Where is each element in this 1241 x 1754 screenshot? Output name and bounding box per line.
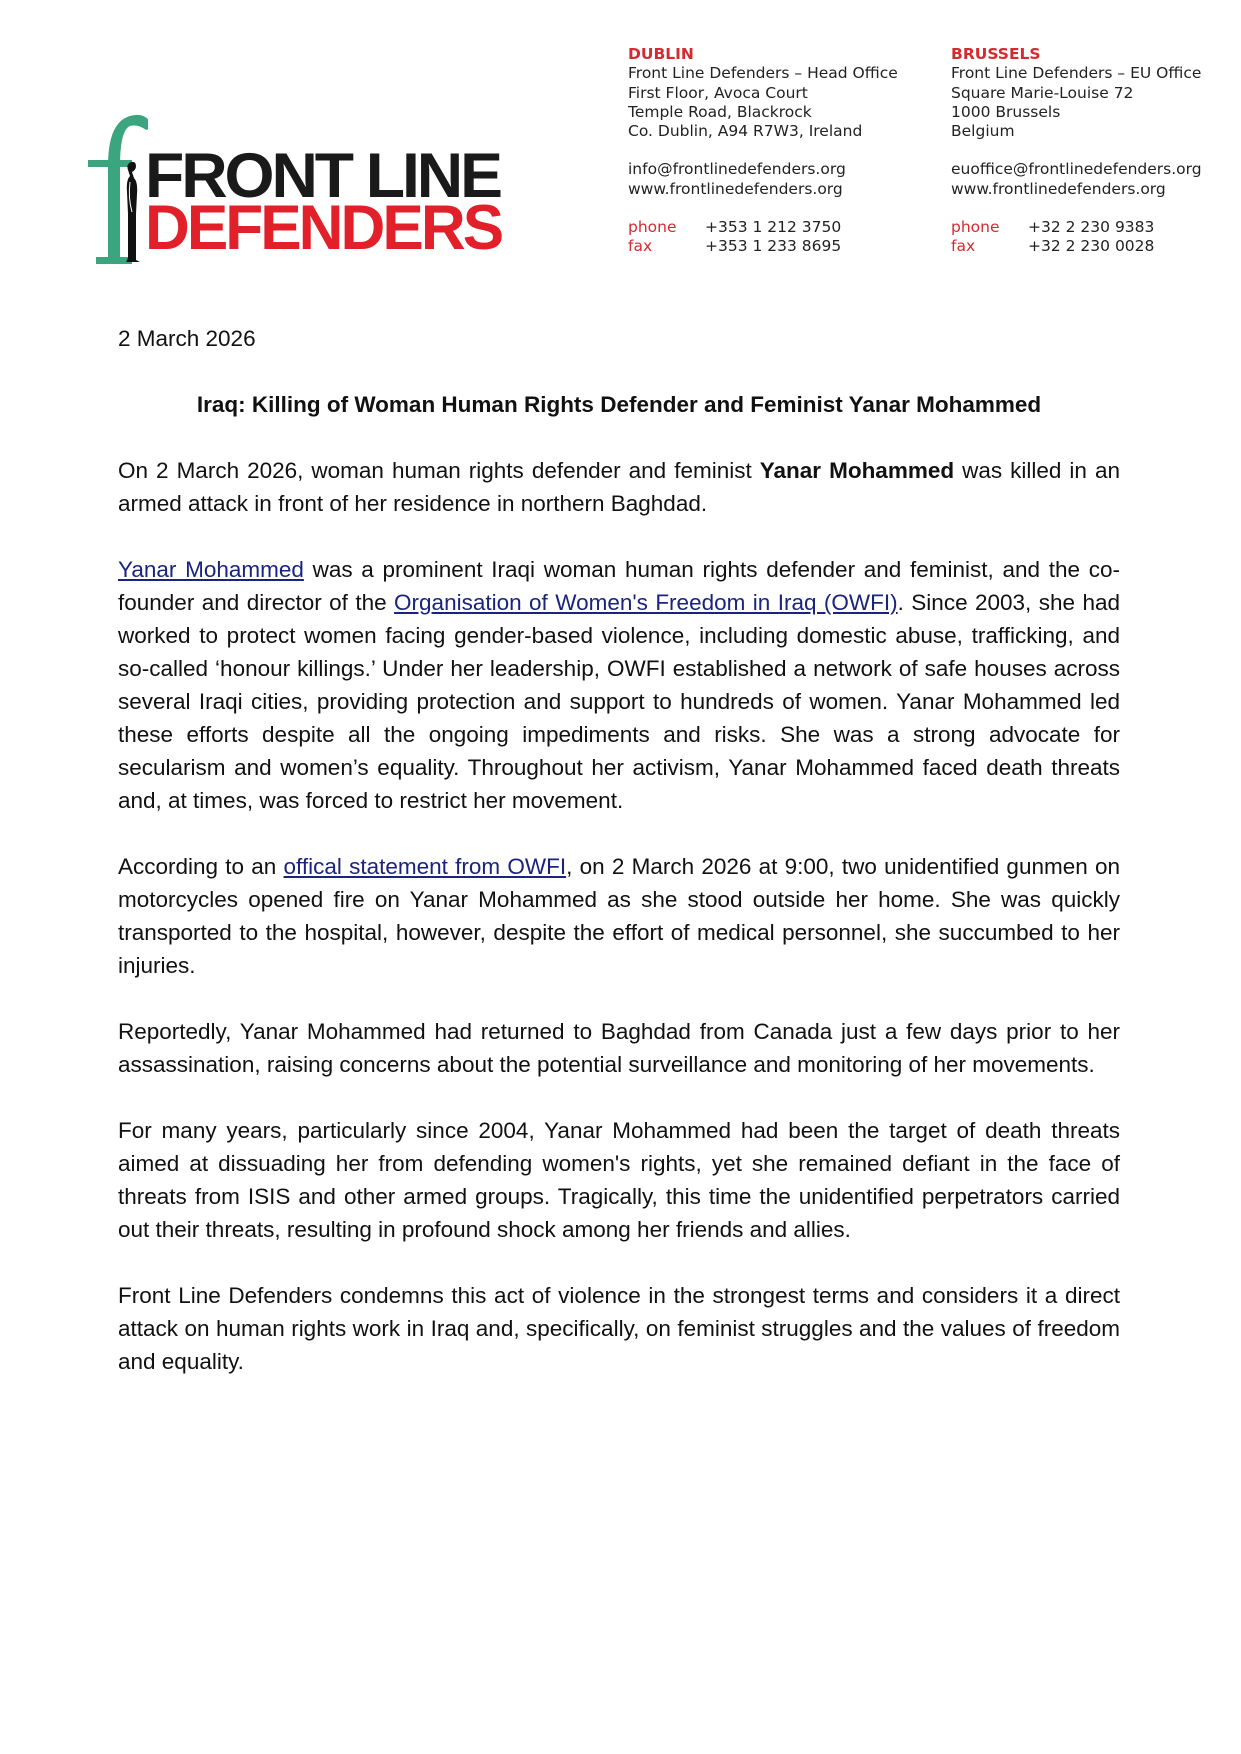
paragraph-5: For many years, particularly since 2004, Yanar Mohammed had been the target of death threats aimed at dissuading her from defending women's rights, yet she remained defiant in the face of threats from ISIS and other armed groups. Tragically, this time the unidentified perpetrators carried out their threats, resulting in profound shock among her friends and allies. xyxy=(118,1118,1120,1242)
address-line: Temple Road, Blackrock xyxy=(628,102,812,121)
paragraph-3 xyxy=(118,850,1120,982)
document-body xyxy=(118,322,1120,1378)
phone-number: +32 2 230 9383 xyxy=(1028,218,1155,237)
address-line: Front Line Defenders – EU Office xyxy=(951,64,1202,83)
phone-row xyxy=(628,218,898,237)
office-website[interactable]: www.frontlinedefenders.org xyxy=(951,179,1166,198)
owfi-statement-link[interactable]: offical statement from OWFI xyxy=(283,854,567,879)
fax-number: +32 2 230 0028 xyxy=(1028,237,1155,256)
phone-label: phone xyxy=(628,218,677,237)
office-email[interactable]: euoffice@frontlinedefenders.org xyxy=(951,160,1202,179)
fax-label: fax xyxy=(951,237,976,256)
document-title: Iraq: Killing of Woman Human Rights Defender and Feminist Yanar Mohammed xyxy=(196,392,1042,417)
address-line: Square Marie-Louise 72 xyxy=(951,83,1134,102)
address-line: First Floor, Avoca Court xyxy=(628,83,808,102)
office-email[interactable]: info@frontlinedefenders.org xyxy=(628,160,846,179)
paragraph-1 xyxy=(118,454,1120,520)
logo-text-defenders: DEFENDERS xyxy=(145,193,502,263)
brussels-office-address xyxy=(951,45,1202,257)
text: was killed in an armed attack in front of her residence in northern Baghdad. xyxy=(118,458,1120,516)
f-letter-with-standing-figure-icon xyxy=(68,108,148,268)
office-city: DUBLIN xyxy=(628,45,694,63)
text: was a prominent Iraqi woman human rights defender and feminist, and the co-founder and director of the xyxy=(118,557,1120,615)
phone-number: +353 1 212 3750 xyxy=(705,218,842,237)
address-line: 1000 Brussels xyxy=(951,102,1061,121)
owfi-organisation-link[interactable]: Organisation of Women's Freedom in Iraq (OWFI) xyxy=(394,590,898,615)
front-line-defenders-logo xyxy=(68,108,548,268)
paragraph-6: Front Line Defenders condemns this act of violence in the strongest terms and considers it a direct attack on human rights work in Iraq and, specifically, on feminist struggles and the values of freedom and equality. xyxy=(118,1283,1120,1374)
yanar-mohammed-link[interactable]: Yanar Mohammed xyxy=(118,557,304,582)
office-website[interactable]: www.frontlinedefenders.org xyxy=(628,179,843,198)
fax-row xyxy=(628,237,898,256)
address-line: Belgium xyxy=(951,122,1015,141)
address-line: Front Line Defenders – Head Office xyxy=(628,64,898,83)
address-line: Co. Dublin, A94 R7W3, Ireland xyxy=(628,122,863,141)
paragraph-2 xyxy=(118,553,1120,817)
text: . Since 2003, she had worked to protect women facing gender-based violence, including domestic abuse, trafficking, and so-called ‘honour killings.’ Under her leadership, OWFI established a network of safe houses across several Iraqi cities, providing protection and support to hundreds of women. Yanar Mohammed led these efforts despite all the ongoing impediments and risks. She was a strong advocate for secularism and women’s equality. Throughout her activism, Yanar Mohammed faced death threats and, at times, was forced to restrict her movement. xyxy=(118,590,1120,813)
document-date: 2 March 2026 xyxy=(118,326,256,351)
bold-name: Yanar Mohammed xyxy=(759,458,955,483)
text: On 2 March 2026, woman human rights defender and feminist xyxy=(118,458,760,483)
fax-number: +353 1 233 8695 xyxy=(705,237,842,256)
text: , on 2 March 2026 at 9:00, two unidentified gunmen on motorcycles opened fire on Yanar Mohammed as she stood outside her home. She was quickly transported to the hospital, however, despite the effort of medical personnel, she succumbed to her injuries. xyxy=(118,854,1120,978)
phone-label: phone xyxy=(951,218,1000,237)
dublin-office-address xyxy=(628,45,898,257)
logo-text-front-line: FRONT LINE xyxy=(145,141,500,211)
paragraph-4: Reportedly, Yanar Mohammed had returned to Baghdad from Canada just a few days prior to her assassination, raising concerns about the potential surveillance and monitoring of her movements. xyxy=(118,1019,1120,1077)
fax-label: fax xyxy=(628,237,653,256)
text: According to an xyxy=(118,854,284,879)
phone-row xyxy=(951,218,1202,237)
fax-row xyxy=(951,237,1202,256)
office-city: BRUSSELS xyxy=(951,45,1041,63)
